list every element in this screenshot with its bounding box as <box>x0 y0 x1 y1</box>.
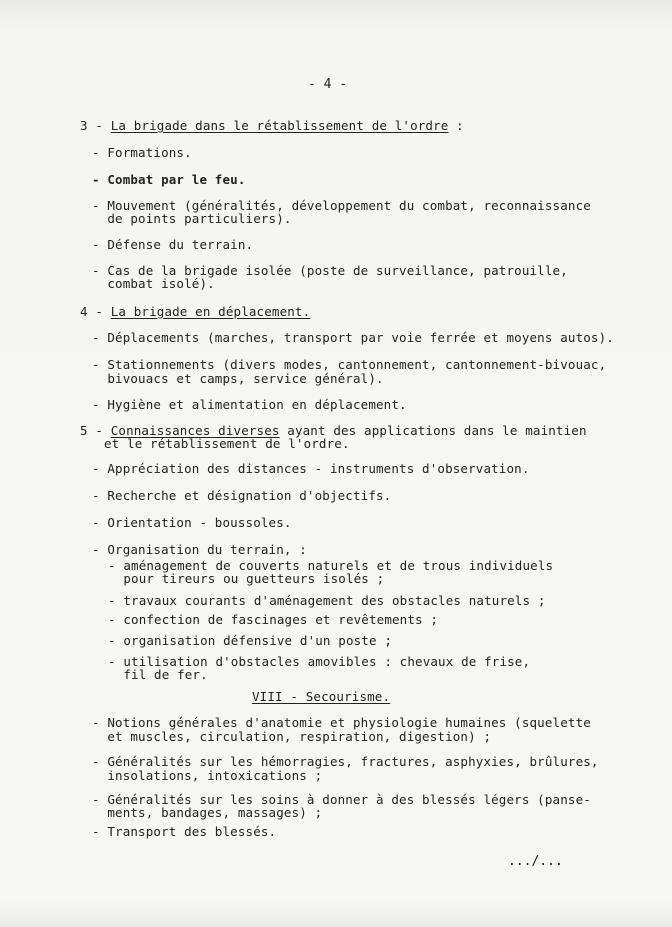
list-item: - Hygiène et alimentation en déplacement. <box>92 397 407 412</box>
section-4-number: 4 - <box>80 304 104 319</box>
section-5-number: 5 - <box>80 423 104 438</box>
section-4-title: La brigade en déplacement. <box>110 304 311 319</box>
sub-list-item-continuation: pour tireurs ou guetteurs isolés ; <box>108 571 385 586</box>
list-item: - Organisation du terrain, : <box>92 542 307 557</box>
section-viii-heading: VIII - Secourisme. <box>252 689 391 704</box>
page-number: - 4 - <box>308 77 348 92</box>
list-item: - Formations. <box>92 145 192 160</box>
list-item-continuation: bivouacs et camps, service général). <box>92 371 384 386</box>
list-item-continuation: de points particuliers). <box>92 211 292 226</box>
list-item: - Mouvement (généralités, développement du combat, reconnaissance <box>92 198 591 213</box>
list-item: - Recherche et désignation d'objectifs. <box>92 488 392 503</box>
section-3-title: La brigade dans le rétablissement de l'ordre <box>110 118 449 133</box>
list-item: - Orientation - boussoles. <box>92 515 292 530</box>
continuation-marker: .../... <box>508 854 563 869</box>
list-item: - Cas de la brigade isolée (poste de surveillance, patrouille, <box>92 263 568 278</box>
section-3-heading <box>80 119 464 133</box>
list-item: - Généralités sur les hémorragies, fractures, asphyxies, brûlures, <box>92 754 599 769</box>
section-5-title-rest: ayant des applications dans le maintien <box>279 423 587 438</box>
list-item-continuation: combat isolé). <box>92 276 215 291</box>
list-item: - Stationnements (divers modes, cantonnement, cantonnement-bivouac, <box>92 357 607 372</box>
list-item: - Généralités sur les soins à donner à des blessés légers (panse- <box>92 792 591 807</box>
sub-list-item: - utilisation d'obstacles amovibles : chevaux de frise, <box>108 654 531 669</box>
sub-list-item: - organisation défensive d'un poste ; <box>108 633 392 648</box>
list-item-continuation: et muscles, circulation, respiration, digestion) ; <box>92 729 492 744</box>
sub-list-item: - travaux courants d'aménagement des obstacles naturels ; <box>108 593 546 608</box>
sub-list-item-continuation: fil de fer. <box>108 667 208 682</box>
section-4-heading <box>80 305 310 319</box>
list-item-continuation: insolations, intoxications ; <box>92 768 323 783</box>
list-item-continuation: ments, bandages, massages) ; <box>92 805 323 820</box>
list-item: - Combat par le feu. <box>92 172 246 187</box>
sub-list-item: - aménagement de couverts naturels et de trous individuels <box>108 558 554 573</box>
section-3-number: 3 - <box>80 118 104 133</box>
list-item: - Déplacements (marches, transport par voie ferrée et moyens autos). <box>92 330 614 345</box>
section-5-title: Connaissances diverses <box>110 423 280 438</box>
section-3-colon: : <box>448 118 464 133</box>
list-item: - Défense du terrain. <box>92 237 254 252</box>
section-5-title-line2: et le rétablissement de l'ordre. <box>104 436 350 451</box>
list-item: - Transport des blessés. <box>92 824 277 839</box>
sub-list-item: - confection de fascinages et revêtements ; <box>108 612 439 627</box>
list-item: - Notions générales d'anatomie et physiologie humaines (squelette <box>92 715 591 730</box>
list-item: - Appréciation des distances - instruments d'observation. <box>92 461 530 476</box>
